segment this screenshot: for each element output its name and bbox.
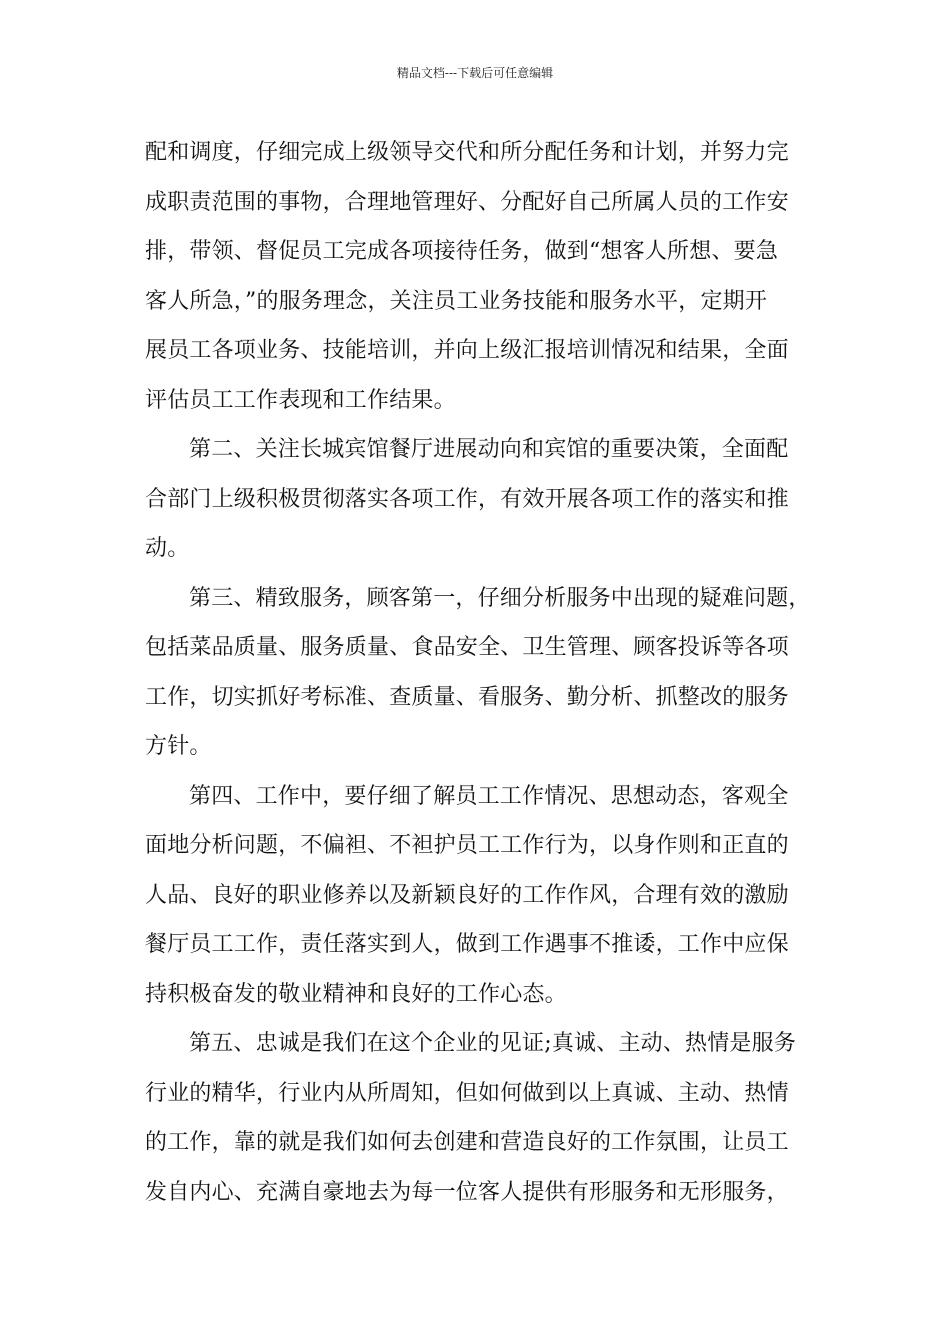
document-body <box>145 128 815 1217</box>
text-line: 持积极奋发的敬业精神和良好的工作心态。 <box>145 981 567 1007</box>
text-line: 工作，切实抓好考标准、查质量、看服务、勤分析、抓整改的服务 <box>145 684 789 710</box>
text-line: 排，带领、督促员工完成各项接待任务，做到“想客人所想、要急 <box>145 239 779 264</box>
text-line: 客人所急，”的服务理念，关注员工业务技能和服务水平，定期开 <box>145 288 768 314</box>
text-line: 合部门上级积极贯彻落实各项工作，有效开展各项工作的落实和推 <box>145 486 789 512</box>
text-line: 展员工各项业务、技能培训，并向上级汇报培训情况和结果，全面 <box>145 338 789 363</box>
text-line: 行业的精华，行业内从所周知，但如何做到以上真诚、主动、热情 <box>145 1080 789 1106</box>
text-line: 动。 <box>145 536 190 561</box>
text-line: 成职责范围的事物，合理地管理好、分配好自己所属人员的工作安 <box>145 189 789 215</box>
paragraph-start-line: 第三、精致服务，顾客第一，仔细分析服务中出现的疑难问题， <box>189 585 811 611</box>
text-line: 发自内心、充满自豪地去为每一位客人提供有形服务和无形服务， <box>145 1179 789 1205</box>
text-line: 人品、良好的职业修养以及新颖良好的工作作风，合理有效的激励 <box>145 882 789 908</box>
text-line: 面地分析问题，不偏袒、不袒护员工工作行为，以身作则和正直的 <box>145 833 789 858</box>
text-line: 评估员工工作表现和工作结果。 <box>145 387 456 413</box>
paragraph-start-line: 第四、工作中，要仔细了解员工工作情况、思想动态，客观全 <box>189 783 789 809</box>
text-line: 包括菜品质量、服务质量、食品安全、卫生管理、顾客投诉等各项 <box>145 635 789 660</box>
paragraph-start-line: 第五、忠诚是我们在这个企业的见证;真诚、主动、热情是服务 <box>189 1031 797 1056</box>
text-line: 配和调度，仔细完成上级领导交代和所分配任务和计划，并努力完 <box>145 140 789 165</box>
paragraph-start-line: 第二、关注长城宾馆餐厅进展动向和宾馆的重要决策，全面配 <box>189 437 789 462</box>
text-line: 的工作，靠的就是我们如何去创建和营造良好的工作氛围，让员工 <box>145 1130 789 1155</box>
page-header: 精品文档---下载后可任意编辑 <box>396 66 554 80</box>
text-line: 餐厅员工工作，责任落实到人，做到工作遇事不推诿，工作中应保 <box>145 932 789 957</box>
text-line: 方针。 <box>145 734 212 759</box>
